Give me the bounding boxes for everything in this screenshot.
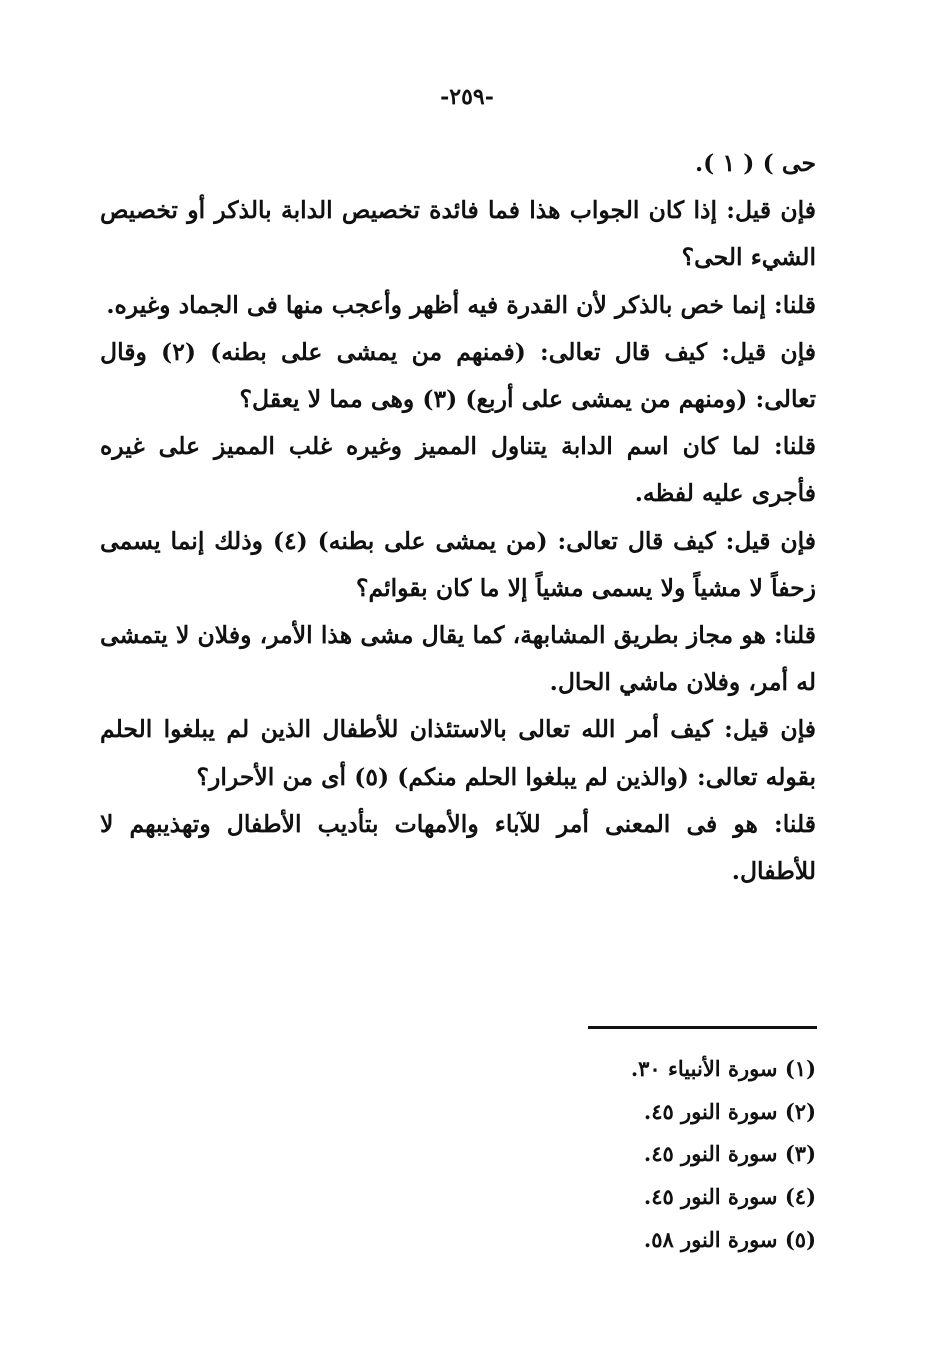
paragraph-answer-1: قلنا: إنما خص بالذكر لأن القدرة فيه أظهر وأعجب منها فى الجماد وغيره. [106,290,816,319]
paragraph-answer-3: قلنا: هو مجاز بطريق المشابهة، كما يقال مشى هذا الأمر، وفلان لا يتمشى له أمر، وفلان ماشي الحال. [100,621,816,697]
footnotes [500,1048,816,1262]
footnote-2: (٢) سورة النور ٤٥. [643,1098,816,1124]
footnote-4: (٤) سورة النور ٤٥. [643,1184,816,1210]
footnote-5: (٥) سورة النور ٥٨. [643,1226,816,1252]
paragraph-question-1: فإن قيل: إذا كان الجواب هذا فما فائدة تخصيص الدابة بالذكر أو تخصيص الشيء الحى؟ [100,196,816,272]
paragraph-question-4: فإن قيل: كيف أمر الله تعالى بالاستئذان للأطفال الذين لم يبلغوا الحلم بقوله تعالى: (والذين لم يبلغوا الحلم منكم) (٥) أى من الأحرار؟ [100,715,816,791]
footnote-1: (١) سورة الأنبياء ٣٠. [630,1056,816,1081]
paragraph-verse-end: حى ) ( ١ ). [694,149,816,177]
paragraph-answer-4: قلنا: هو فى المعنى أمر للآباء والأمهات بتأديب الأطفال وتهذيبهم لا للأطفال. [100,809,816,886]
paragraph-answer-2: قلنا: لما كان اسم الدابة يتناول المميز وغيره غلب المميز على غيره فأجرى عليه لفظه. [100,432,816,508]
footnote-3: (٣) سورة النور ٤٥. [643,1141,816,1167]
page-number: -٢٥٩- [440,84,494,110]
paragraph-question-2: فإن قيل: كيف قال تعالى: (فمنهم من يمشى على بطنه) (٢) وقال تعالى: (ومنهم من يمشى على أربع) (٣) وهى مما لا يعقل؟ [100,337,816,414]
main-text [100,140,816,895]
footnote-separator [588,1026,817,1029]
paragraph-question-3: فإن قيل: كيف قال تعالى: (من يمشى على بطنه) (٤) وذلك إنما يسمى زحفاً لا مشياً ولا يسمى مشياً إلا ما كان بقوائم؟ [100,526,816,602]
